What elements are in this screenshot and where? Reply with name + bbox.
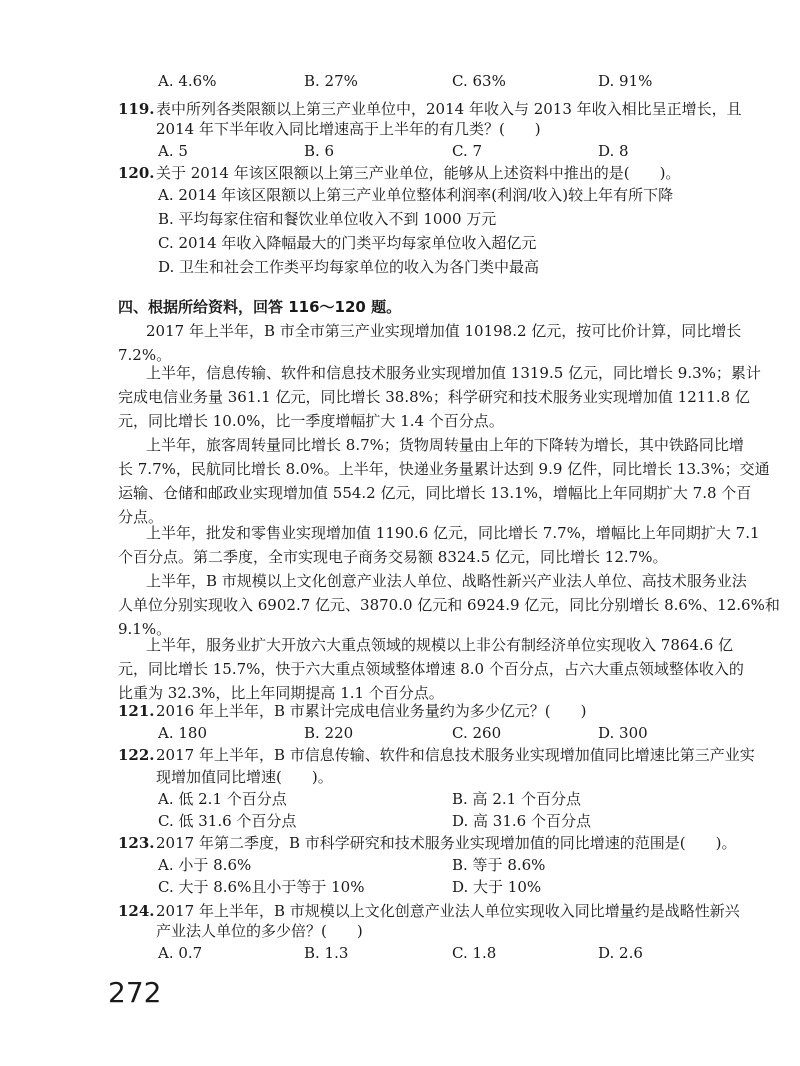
option-d[interactable]: D. 卫生和社会工作类平均每家单位的收入为各门类中最高 <box>158 258 540 276</box>
material-paragraph: 9.1%。 <box>118 620 172 638</box>
option-d[interactable]: D. 8 <box>598 142 629 160</box>
option-c[interactable]: C. 7 <box>452 142 483 160</box>
option-b[interactable]: B. 27% <box>304 72 358 90</box>
option-c[interactable]: C. 63% <box>452 72 506 90</box>
option-d[interactable]: D. 高 31.6 个百分点 <box>452 812 591 830</box>
material-paragraph: 上半年，批发和零售业实现增加值 1190.6 亿元，同比增长 7.7%，增幅比上年同期扩大 7.1 <box>146 524 760 542</box>
question-number: 119. <box>118 100 155 118</box>
option-a[interactable]: A. 5 <box>158 142 188 160</box>
material-paragraph: 元，同比增长 10.0%，比一季度增幅扩大 1.4 个百分点。 <box>118 412 504 430</box>
material-paragraph: 7.2%。 <box>118 346 172 364</box>
material-paragraph: 上半年，信息传输、软件和信息技术服务业实现增加值 1319.5 亿元，同比增长 9.3%；累计 <box>146 364 761 382</box>
question-stem: 产业法人单位的多少倍？( ) <box>156 922 363 940</box>
material-paragraph: 上半年，B 市规模以上文化创意产业法人单位、战略性新兴产业法人单位、高技术服务业法 <box>146 572 747 590</box>
question-stem: 2017 年上半年，B 市信息传输、软件和信息技术服务业实现增加值同比增速比第三产业实 <box>156 746 755 764</box>
option-b[interactable]: B. 高 2.1 个百分点 <box>452 790 581 808</box>
material-paragraph: 上半年，服务业扩大开放六大重点领域的规模以上非公有制经济单位实现收入 7864.6 亿 <box>146 636 734 654</box>
question-number: 122. <box>118 746 155 764</box>
page-number: 272 <box>108 976 162 1009</box>
material-paragraph: 比重为 32.3%，比上年同期提高 1.1 个百分点。 <box>118 684 444 702</box>
option-c[interactable]: C. 2014 年收入降幅最大的门类平均每家单位收入超亿元 <box>158 234 537 252</box>
option-c[interactable]: C. 低 31.6 个百分点 <box>158 812 297 830</box>
option-a[interactable]: A. 180 <box>158 724 207 742</box>
option-d[interactable]: D. 91% <box>598 72 653 90</box>
question-stem: 表中所列各类限额以上第三产业单位中，2014 年收入与 2013 年收入相比呈正增长，且 <box>156 100 742 118</box>
option-a[interactable]: A. 4.6% <box>158 72 217 90</box>
option-d[interactable]: D. 大于 10% <box>452 878 542 896</box>
material-paragraph: 运输、仓储和邮政业实现增加值 554.2 亿元，同比增长 13.1%，增幅比上年同期扩大 7.8 个百 <box>118 484 752 502</box>
material-paragraph: 分点。 <box>118 508 164 526</box>
option-b[interactable]: B. 平均每家住宿和餐饮业单位收入不到 1000 万元 <box>158 210 497 228</box>
material-paragraph: 长 7.7%，民航同比增长 8.0%。上半年，快递业务量累计达到 9.9 亿件，同比增长 13.3%；交通 <box>118 460 770 478</box>
option-d[interactable]: D. 300 <box>598 724 648 742</box>
question-stem: 2014 年下半年收入同比增速高于上半年的有几类？( ) <box>156 120 541 138</box>
option-c[interactable]: C. 1.8 <box>452 944 497 962</box>
option-d[interactable]: D. 2.6 <box>598 944 643 962</box>
question-stem: 2016 年上半年，B 市累计完成电信业务量约为多少亿元？( ) <box>156 702 587 720</box>
section-heading: 四、根据所给资料，回答 116～120 题。 <box>118 298 402 316</box>
question-number: 123. <box>118 834 155 852</box>
question-stem: 关于 2014 年该区限额以上第三产业单位，能够从上述资料中推出的是( )。 <box>156 164 681 182</box>
option-a[interactable]: A. 小于 8.6% <box>158 856 252 874</box>
option-a[interactable]: A. 低 2.1 个百分点 <box>158 790 287 808</box>
option-b[interactable]: B. 220 <box>304 724 354 742</box>
option-a[interactable]: A. 2014 年该区限额以上第三产业单位整体利润率(利润/收入)较上年有所下降 <box>158 186 674 204</box>
question-number: 121. <box>118 702 155 720</box>
option-b[interactable]: B. 等于 8.6% <box>452 856 546 874</box>
material-paragraph: 完成电信业务量 361.1 亿元，同比增长 38.8%；科学研究和技术服务业实现增加值 1211.8 亿 <box>118 388 750 406</box>
material-paragraph: 元，同比增长 15.7%，快于六大重点领域整体增速 8.0 个百分点，占六大重点领域整体收入的 <box>118 660 744 678</box>
material-paragraph: 人单位分别实现收入 6902.7 亿元、3870.0 亿元和 6924.9 亿元，同比分别增长 8.6%、12.6%和 <box>118 596 780 614</box>
option-c[interactable]: C. 大于 8.6%且小于等于 10% <box>158 878 365 896</box>
material-paragraph: 2017 年上半年，B 市全市第三产业实现增加值 10198.2 亿元，按可比价计算，同比增长 <box>146 322 742 340</box>
question-stem: 现增加值同比增速( )。 <box>156 768 333 786</box>
question-stem: 2017 年第二季度，B 市科学研究和技术服务业实现增加值的同比增速的范围是( )。 <box>156 834 737 852</box>
material-paragraph: 个百分点。第二季度，全市实现电子商务交易额 8324.5 亿元，同比增长 12.7%。 <box>118 548 668 566</box>
material-paragraph: 上半年，旅客周转量同比增长 8.7%；货物周转量由上年的下降转为增长，其中铁路同比增 <box>146 436 744 454</box>
option-a[interactable]: A. 0.7 <box>158 944 203 962</box>
option-b[interactable]: B. 1.3 <box>304 944 349 962</box>
question-number: 120. <box>118 164 155 182</box>
option-c[interactable]: C. 260 <box>452 724 502 742</box>
option-b[interactable]: B. 6 <box>304 142 335 160</box>
question-number: 124. <box>118 902 155 920</box>
question-stem: 2017 年上半年，B 市规模以上文化创意产业法人单位实现收入同比增量约是战略性新兴 <box>156 902 740 920</box>
